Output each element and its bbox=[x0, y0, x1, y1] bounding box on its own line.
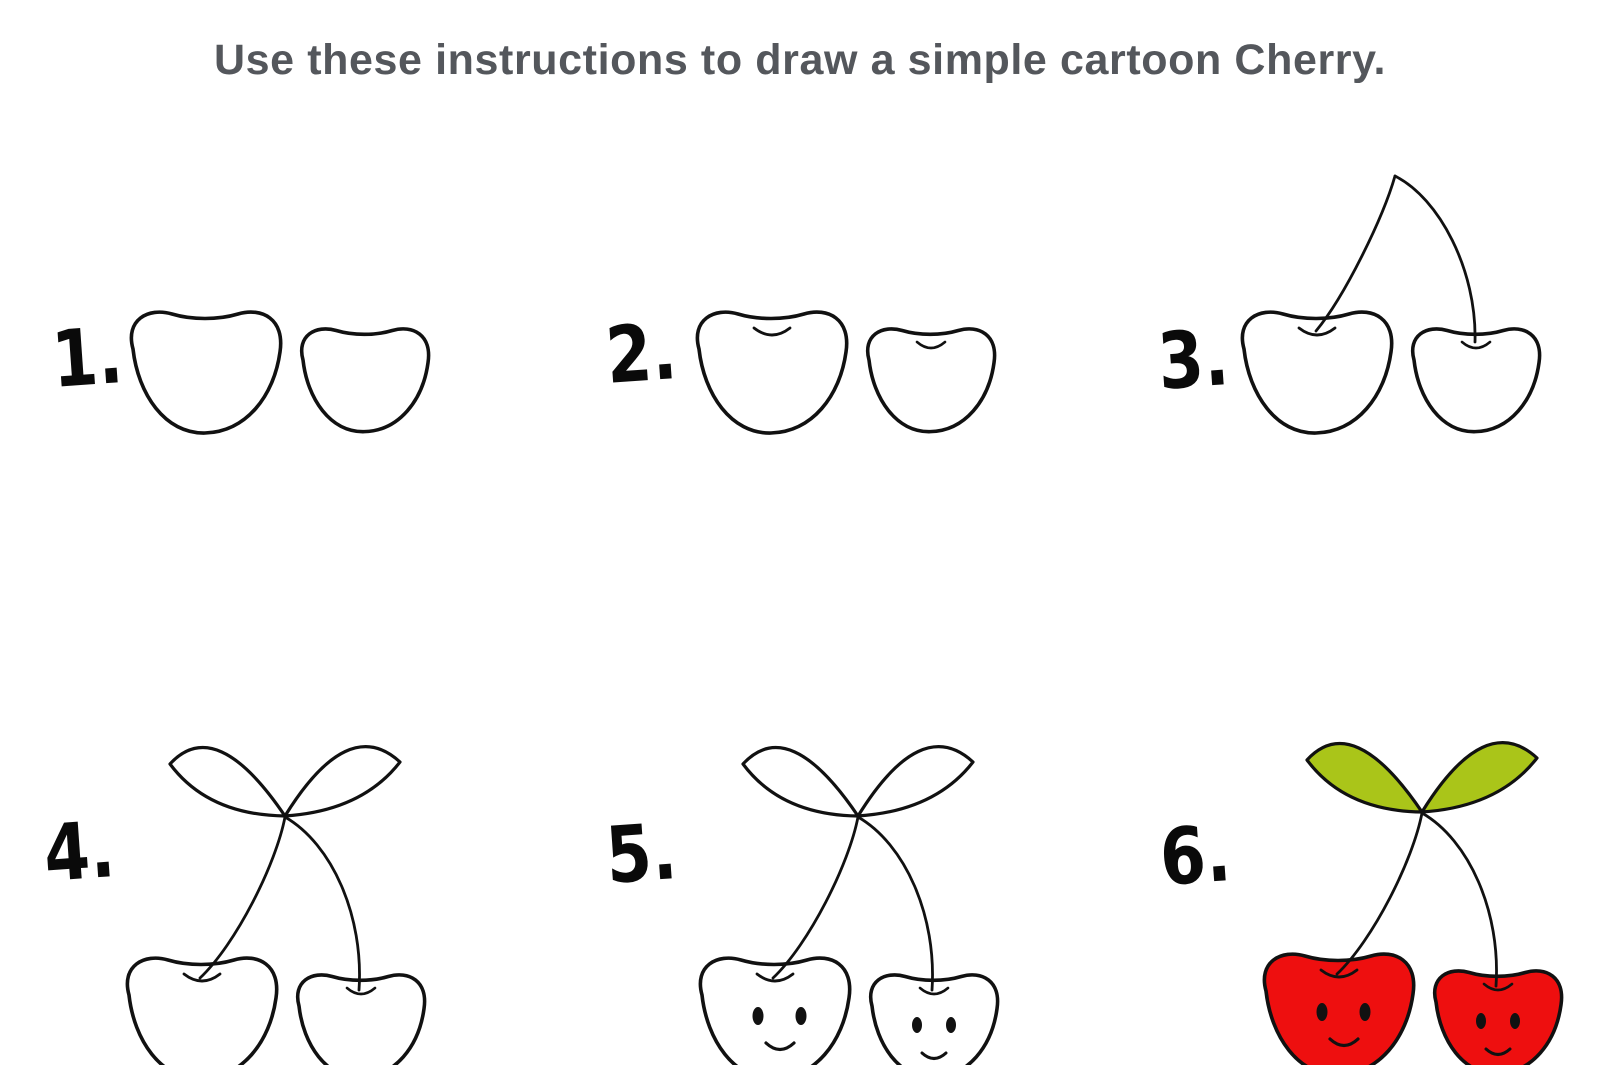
left-cherry-right-eye bbox=[796, 1007, 807, 1025]
left-stem bbox=[1337, 813, 1422, 974]
right-cherry-body bbox=[298, 975, 425, 1065]
right-cherry-body bbox=[868, 329, 995, 432]
cherry-drawing-step-3 bbox=[1223, 6, 1553, 436]
left-cherry-body bbox=[131, 312, 280, 433]
step-5-number: 5. bbox=[603, 807, 680, 902]
left-leaf bbox=[743, 748, 858, 816]
left-stem bbox=[1316, 176, 1395, 331]
left-stem bbox=[773, 817, 858, 978]
left-cherry-body bbox=[697, 312, 846, 433]
left-leaf bbox=[1307, 744, 1422, 812]
step-4-number: 4. bbox=[41, 805, 118, 900]
cherry-drawing-step-1 bbox=[112, 6, 442, 436]
cherry-drawing-step-6 bbox=[1245, 648, 1575, 1065]
step-3-number: 3. bbox=[1155, 313, 1232, 408]
right-leaf bbox=[1422, 743, 1537, 812]
right-cherry-body bbox=[871, 975, 998, 1065]
left-leaf bbox=[170, 748, 285, 816]
step-1-number: 1. bbox=[49, 311, 126, 406]
step-6-number: 6. bbox=[1157, 809, 1234, 904]
cherry-drawing-step-4 bbox=[108, 652, 438, 1065]
right-cherry-left-eye bbox=[1476, 1013, 1486, 1029]
right-cherry-body bbox=[1435, 971, 1562, 1065]
right-stem bbox=[1395, 176, 1475, 342]
right-cherry-right-eye bbox=[1510, 1013, 1520, 1029]
page-title: Use these instructions to draw a simple cartoon Cherry. bbox=[214, 36, 1386, 84]
cherry-drawing-step-5 bbox=[681, 652, 1011, 1065]
left-stem bbox=[200, 817, 285, 978]
right-cherry-body bbox=[302, 329, 429, 432]
left-cherry-right-eye bbox=[1360, 1003, 1371, 1021]
left-cherry-left-eye bbox=[753, 1007, 764, 1025]
right-cherry-left-eye bbox=[912, 1017, 922, 1033]
right-leaf bbox=[285, 747, 400, 816]
right-leaf bbox=[858, 747, 973, 816]
step-2-number: 2. bbox=[603, 307, 680, 402]
cherry-drawing-step-2 bbox=[678, 6, 1008, 436]
right-stem bbox=[858, 817, 933, 990]
left-cherry-left-eye bbox=[1317, 1003, 1328, 1021]
right-cherry-right-eye bbox=[946, 1017, 956, 1033]
right-stem bbox=[285, 817, 360, 990]
right-stem bbox=[1422, 813, 1497, 986]
right-cherry-body bbox=[1413, 329, 1540, 432]
